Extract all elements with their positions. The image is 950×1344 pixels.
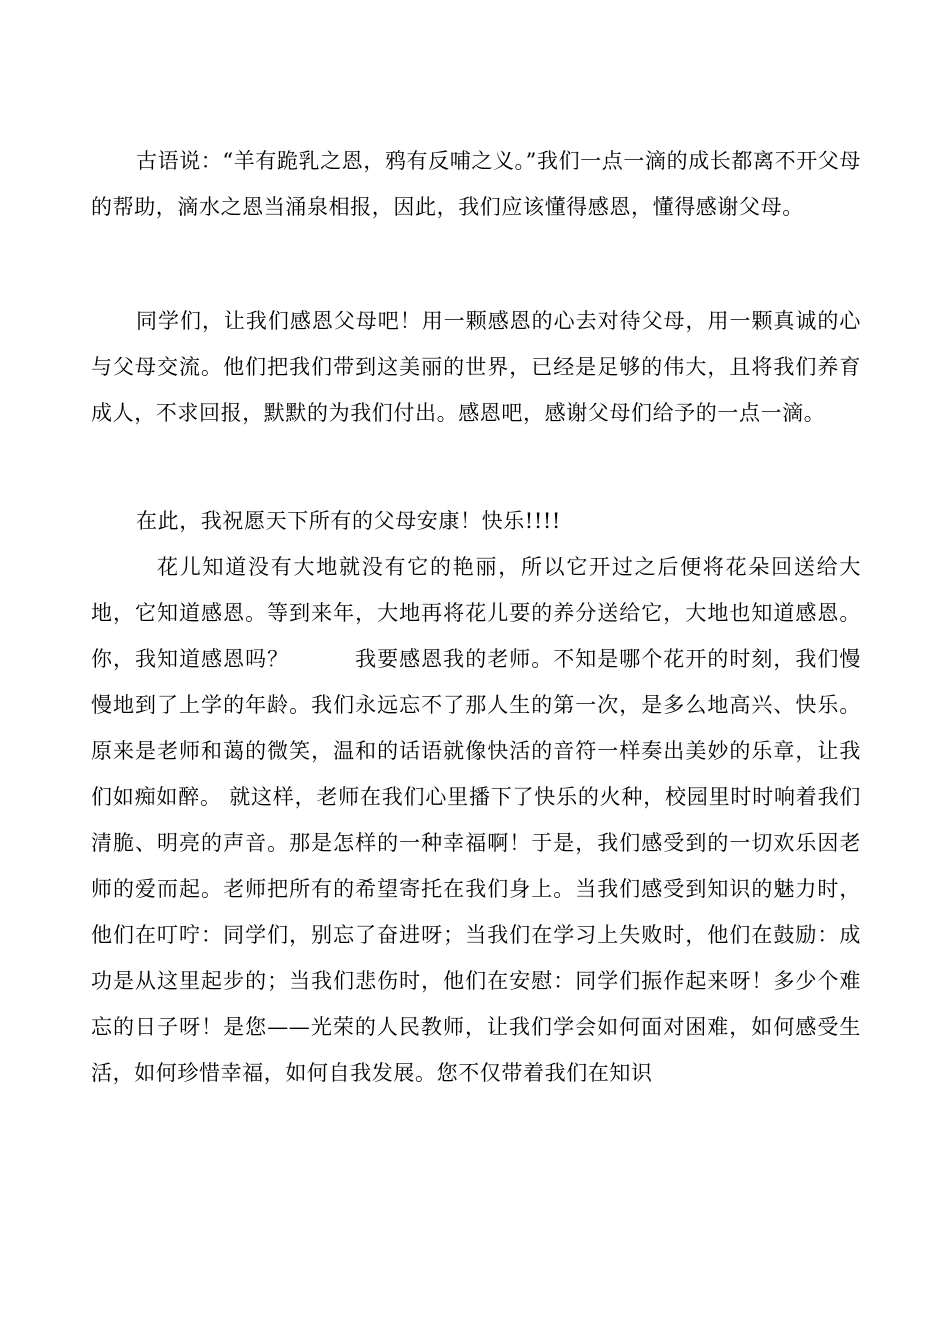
paragraph-blessing: 在此，我祝愿天下所有的父母安康！快乐!!!! (136, 509, 561, 533)
paragraph-spacer (91, 436, 861, 498)
paragraph-spacer (91, 230, 861, 298)
paragraph-thank-parents: 同学们，让我们感恩父母吧！用一颗感恩的心去对待父母，用一颗真诚的心与父母交流。他们把我们带到这美丽的世界，已经是足够的伟大，且将我们养育成人，不求回报，默默的为我们付出。感恩吧，感谢父母们给予的一点一滴。 (91, 309, 861, 425)
paragraph-gratitude-proverb: 古语说：“羊有跪乳之恩，鸦有反哺之义。”我们一点一滴的成长都离不开父母的帮助，滴水之恩当涌泉相报，因此，我们应该懂得感恩，懂得感谢父母。 (91, 149, 861, 219)
document-body (91, 138, 861, 1096)
paragraph-thank-teacher: 花儿知道没有大地就没有它的艳丽，所以它开过之后便将花朵回送给大地，它知道感恩。等到来年，大地再将花儿要的养分送给它，大地也知道感恩。你，我知道感恩吗？ 我要感恩我的老师。不知是哪个花开的时刻，我们慢慢地到了上学的年龄。我们永远忘不了那人生的第一次，是多么地高兴、快乐。原来是老师和蔼的微笑，温和的话语就像快活的音符一样奏出美妙的乐章，让我们如痴如醉。 就这样，老师在我们心里播下了快乐的火种，校园里时时响着我们清脆、明亮的声音。那是怎样的一种幸福啊！于是，我们感受到的一切欢乐因老师的爱而起。老师把所有的希望寄托在我们身上。当我们感受到知识的魅力时，他们在叮咛：同学们，别忘了奋进呀；当我们在学习上失败时，他们在鼓励：成功是从这里起步的；当我们悲伤时，他们在安慰：同学们振作起来呀！多少个难忘的日子呀！是您——光荣的人民教师，让我们学会如何面对困难，如何感受生活，如何珍惜幸福，如何自我发展。您不仅带着我们在知识 (91, 555, 861, 1085)
